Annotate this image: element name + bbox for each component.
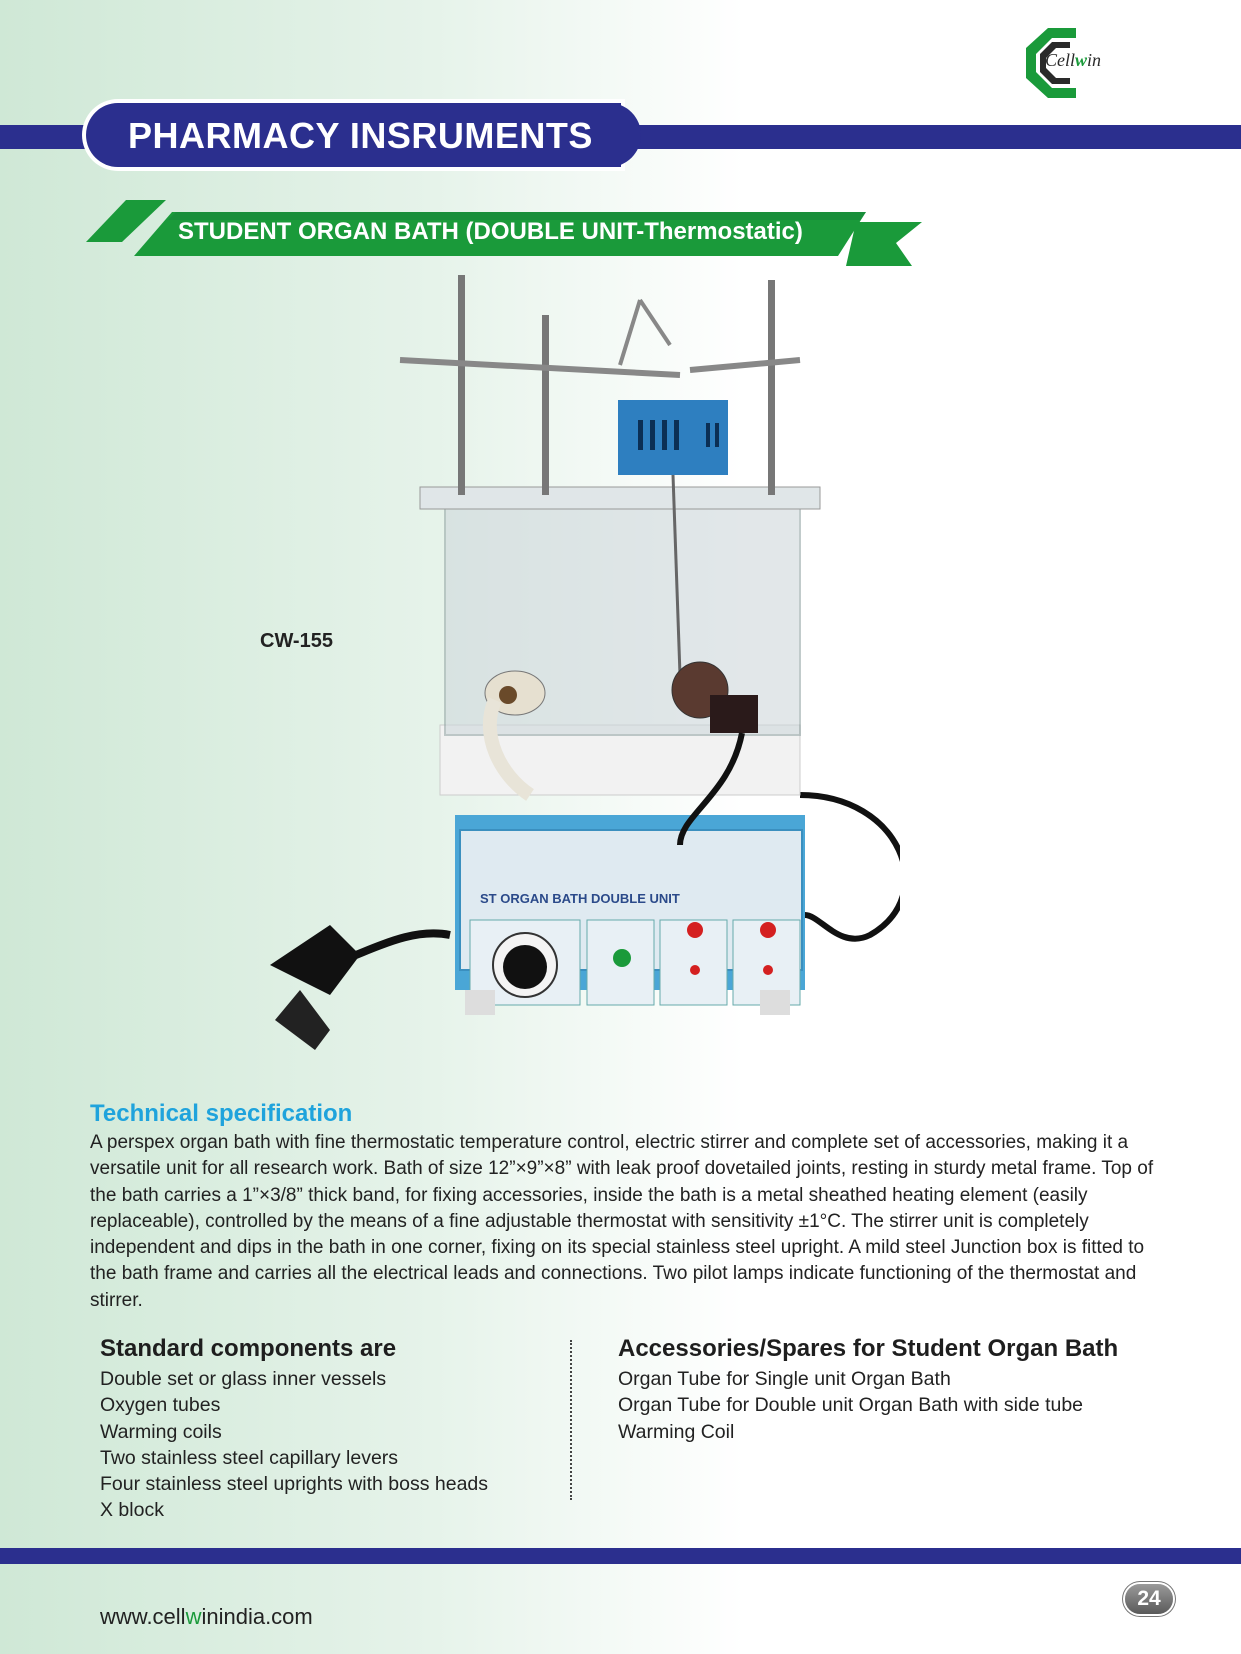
accessories-heading: Accessories/Spares for Student Organ Bath	[618, 1335, 1119, 1362]
list-item: Double set or glass inner vessels	[100, 1368, 387, 1390]
footer-rule	[0, 1548, 1241, 1564]
accessories-section	[618, 1335, 1218, 1445]
list-item: Two stainless steel capillary levers	[100, 1446, 399, 1469]
accessories-list	[618, 1366, 1218, 1445]
organ-bath-photo	[260, 275, 900, 1090]
website-link[interactable]: www.cellwinindia.com	[100, 1604, 313, 1629]
list-item: X block	[100, 1499, 164, 1522]
standard-components-list	[100, 1366, 560, 1524]
list-item: Warming coils	[100, 1420, 222, 1443]
standard-components-section	[100, 1335, 560, 1524]
spec-heading: Technical specification	[90, 1100, 353, 1127]
list-item: Oxygen tubes	[100, 1394, 221, 1417]
panel-label: ST ORGAN BATH DOUBLE UNIT	[480, 891, 680, 906]
spec-paragraph: A perspex organ bath with fine thermostatic temperature control, electric stirrer and complete set of accessories, making it a versatile unit for all research work. Bath of size 12”×9”×8” with leak proof dovetailed joints, resting in sturdy metal frame. Top of the bath carries a 1”×3/8” thick band, for fixing accessories, inside the bath is a metal sheathed heating element (easily replaceable), controlled by the means of a fine adjustable thermostat with sensitivity ±1°C. The stirrer unit is completely independent and dips in the bath in one corner, fixing on its special stainless steel upright. A mild steel Junction box is fitted to the bath frame and carries all the electrical leads and connections. Two pilot lamps indicate functioning of the thermostat and stirrer.	[90, 1132, 1154, 1311]
list-item: Organ Tube for Double unit Organ Bath with side tube	[618, 1394, 1084, 1417]
product-title: STUDENT ORGAN BATH (DOUBLE UNIT-Thermostatic)	[178, 218, 803, 245]
list-item: Four stainless steel uprights with boss heads	[100, 1473, 489, 1496]
logo-wordmark: Cellwin	[1045, 50, 1102, 70]
column-divider	[570, 1340, 572, 1500]
list-item: Warming Coil	[618, 1420, 735, 1443]
standard-components-heading: Standard components are	[100, 1335, 397, 1362]
model-number: CW-155	[260, 630, 333, 652]
page-title: PHARMACY INSRUMENTS	[128, 115, 593, 156]
list-item: Organ Tube for Single unit Organ Bath	[618, 1368, 951, 1390]
page-number: 24	[1125, 1584, 1173, 1614]
